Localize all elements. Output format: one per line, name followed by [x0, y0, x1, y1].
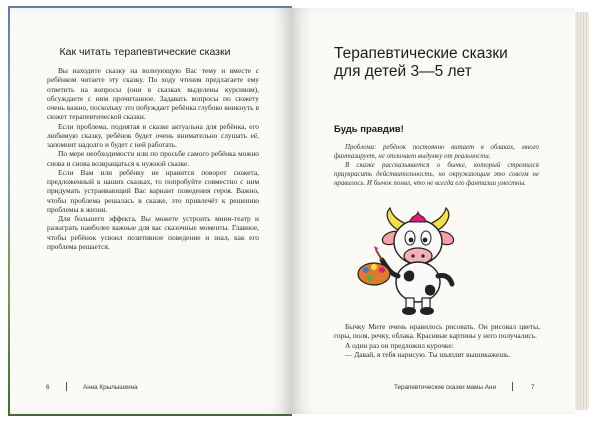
- story-paragraph: — Давай, я тебя нарисую. Ты шыплят вышикажешь.: [345, 349, 511, 359]
- right-page-title: Терапевтические сказки для детей 3—5 лет: [334, 45, 508, 80]
- story-paragraph: Бычку Мите очень нравилось рисовать. Он рисовал цветы, горы, поля, речку, облака. Красивые картины у него получались.: [334, 322, 540, 341]
- footer-divider: [66, 382, 67, 391]
- page-edges: [575, 12, 589, 410]
- left-paragraph: Вы находите сказку на волнующую Вас тему и вместе с ребёнком читаете эту сказку. По ходу чтения предлагаете ему ответить на вопросы (они в сказках выделены курсивом), обсуждаете с ним прочитанное. Задавать вопросы по сюжету очень важно, поскольку это побуждает ребёнка глубоко вникнуть в сюжет терапевтической сказки.: [47, 66, 259, 122]
- right-page-number: 7: [531, 384, 535, 391]
- left-page-heading: Как читать терапевтические сказки: [59, 46, 231, 58]
- left-paragraph: Если Вам или ребёнку не нравится поворот сюжета, предложенный в наших сказках, то попробуйте совместно с ним придумать устраивающий Вас вариант поведения героя. Важно, чтобы проблема решалась в сказке, это привлечёт к решению проблемы в жизни.: [47, 167, 259, 214]
- left-paragraph: Если проблема, поднятая в сказке актуальна для ребёнка, его любимую сказку, ребёнок будет очень внимательно слушать её, запомнит надолго и будет с ней работать.: [47, 121, 259, 149]
- story-paragraph: А один раз он предложил курочке:: [345, 340, 454, 350]
- cow-painter-icon: [352, 204, 484, 316]
- summary-paragraph: Проблема: ребёнок постоянно витает в облаках, много фантазирует, не отличает выдумку от реальности.: [334, 144, 539, 160]
- left-page-body: [47, 66, 259, 251]
- story-summary: [334, 143, 539, 188]
- left-paragraph: По мере необходимости или по просьбе самого ребёнка можно снова и снова возвращаться к нужной сказке.: [47, 149, 259, 168]
- left-page-number: 6: [46, 384, 50, 391]
- left-paragraph: Для большего эффекта, Вы можете устроить мини-театр и разыграть наиболее важные для вас сказочные моменты. Главное, чтобы ребёнок усвоил позитивное поведение и знал, как его проблема решается.: [47, 214, 259, 251]
- footer-divider: [512, 382, 513, 391]
- footer-book-title: Терапевтические сказки мамы Ани: [394, 384, 496, 391]
- summary-paragraph: В сказке рассказывается о бычке, который стремился приукрасить действительность, но окружающим это совсем не нравилось. И бычок понял, что не всегда его фантазии уместны.: [334, 162, 539, 187]
- footer-author: Анна Крылышкина: [83, 384, 138, 391]
- story-title: Будь правдив!: [334, 124, 404, 135]
- story-body: [334, 322, 540, 359]
